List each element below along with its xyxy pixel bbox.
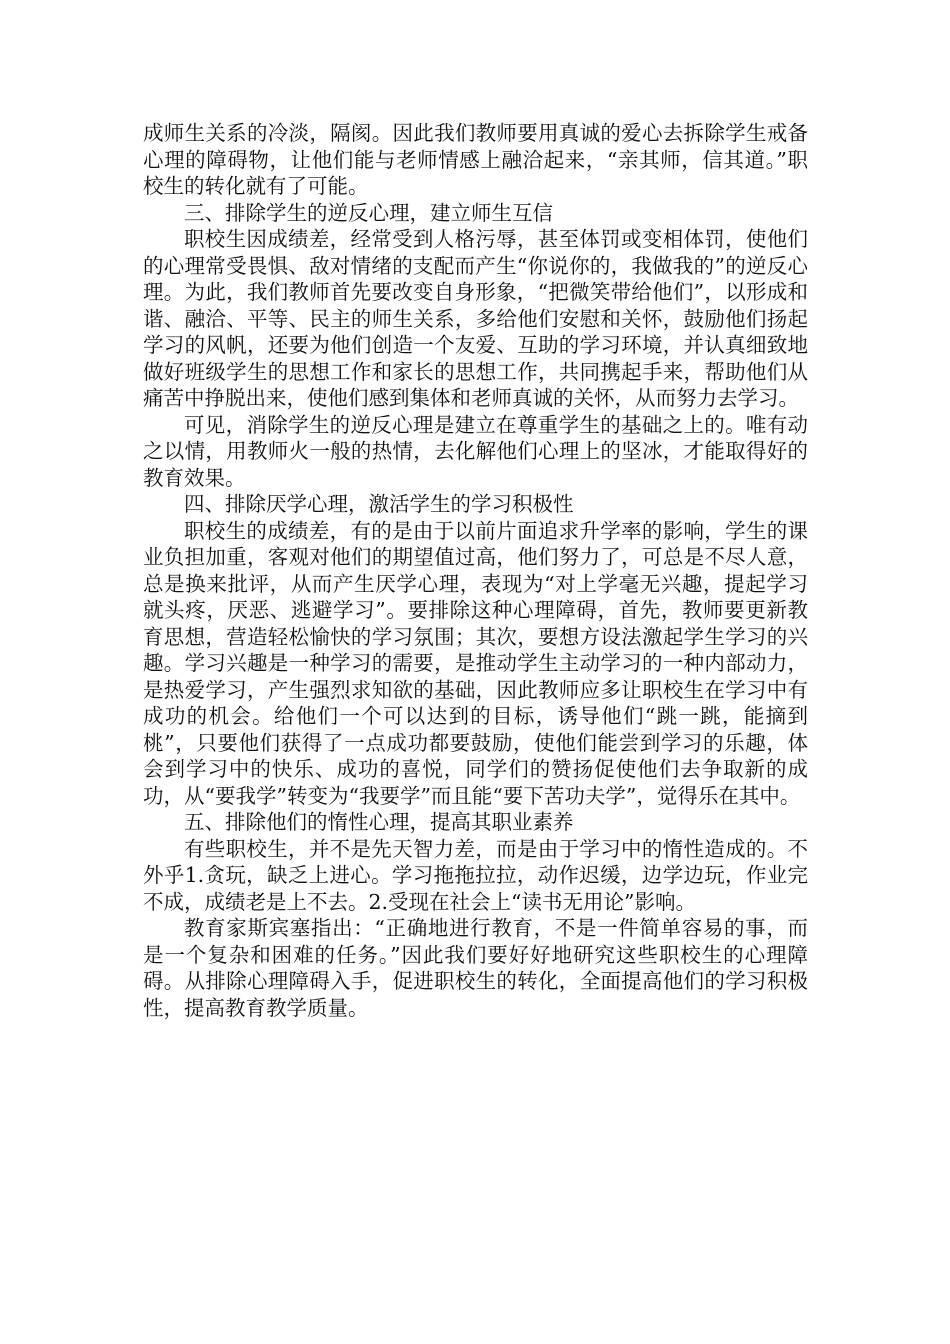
- paragraph-continuation: 成师生关系的冷淡，隔阂。因此我们教师要用真诚的爱心去拆除学生戒备心理的障碍物，让他们能与老师情感上融洽起来，“亲其师，信其道。”职校生的转化就有了可能。: [143, 121, 808, 198]
- body-paragraph: 教育家斯宾塞指出：“正确地进行教育，不是一件简单容易的事，而是一个复杂和困难的任务。”因此我们要好好地研究这些职校生的心理障碍。从排除心理障碍入手，促进职校生的转化，全面提高他们的学习积极性，提高教育教学质量。: [143, 916, 808, 1020]
- document-page: [143, 120, 808, 1021]
- body-paragraph: 职校生的成绩差，有的是由于以前片面追求升学率的影响，学生的课业负担加重，客观对他们的期望值过高，他们努力了，可总是不尽人意，总是换来批评，从而产生厌学心理，表现为“对上学毫无兴趣，提起学习就头疼，厌恶、逃避学习”。要排除这种心理障碍，首先，教师要更新教育思想，营造轻松愉快的学习氛围；其次，要想方设法激起学生学习的兴趣。学习兴趣是一种学习的需要，是推动学生主动学习的一种内部动力，是热爱学习，产生强烈求知欲的基础，因此教师应多让职校生在学习中有成功的机会。给他们一个可以达到的目标，诱导他们“跳一跳，能摘到桃”，只要他们获得了一点成功都要鼓励，使他们能尝到学习的乐趣，体会到学习中的快乐、成功的喜悦，同学们的赞扬促使他们去争取新的成功，从“要我学”转变为“我要学”而且能“要下苦功夫学”，觉得乐在其中。: [143, 518, 808, 808]
- section-heading-4: 四、排除厌学心理，激活学生的学习积极性: [184, 492, 574, 516]
- body-paragraph: 有些职校生，并不是先天智力差，而是由于学习中的惰性造成的。不外乎1.贪玩，缺乏上进心。学习拖拖拉拉，动作迟缓，边学边玩，作业完不成，成绩老是上不去。2.受现在社会上“读书无用论”影响。: [143, 836, 808, 914]
- body-paragraph: 职校生因成绩差，经常受到人格污辱，甚至体罚或变相体罚，使他们的心理常受畏惧、敌对情绪的支配而产生“你说你的，我做我的”的逆反心理。为此，我们教师首先要改变自身形象，“把微笑带给他们”，以形成和谐、融洽、平等、民主的师生关系，多给他们安慰和关怀，鼓励他们扬起学习的风帆，还要为他们创造一个友爱、互助的学习环境，并认真细致地做好班级学生的思想工作和家长的思想工作，共同携起手来，帮助他们从痛苦中挣脱出来，使他们感到集体和老师真诚的关怀，从而努力去学习。: [143, 227, 808, 410]
- section-heading-3: 三、排除学生的逆反心理，建立师生互信: [184, 200, 553, 225]
- body-paragraph: 可见，消除学生的逆反心理是建立在尊重学生的基础之上的。唯有动之以情，用教师火一般的热情，去化解他们心理上的坚冰，才能取得好的教育效果。: [143, 412, 808, 490]
- section-heading-5: 五、排除他们的惰性心理，提高其职业素养: [184, 810, 574, 834]
